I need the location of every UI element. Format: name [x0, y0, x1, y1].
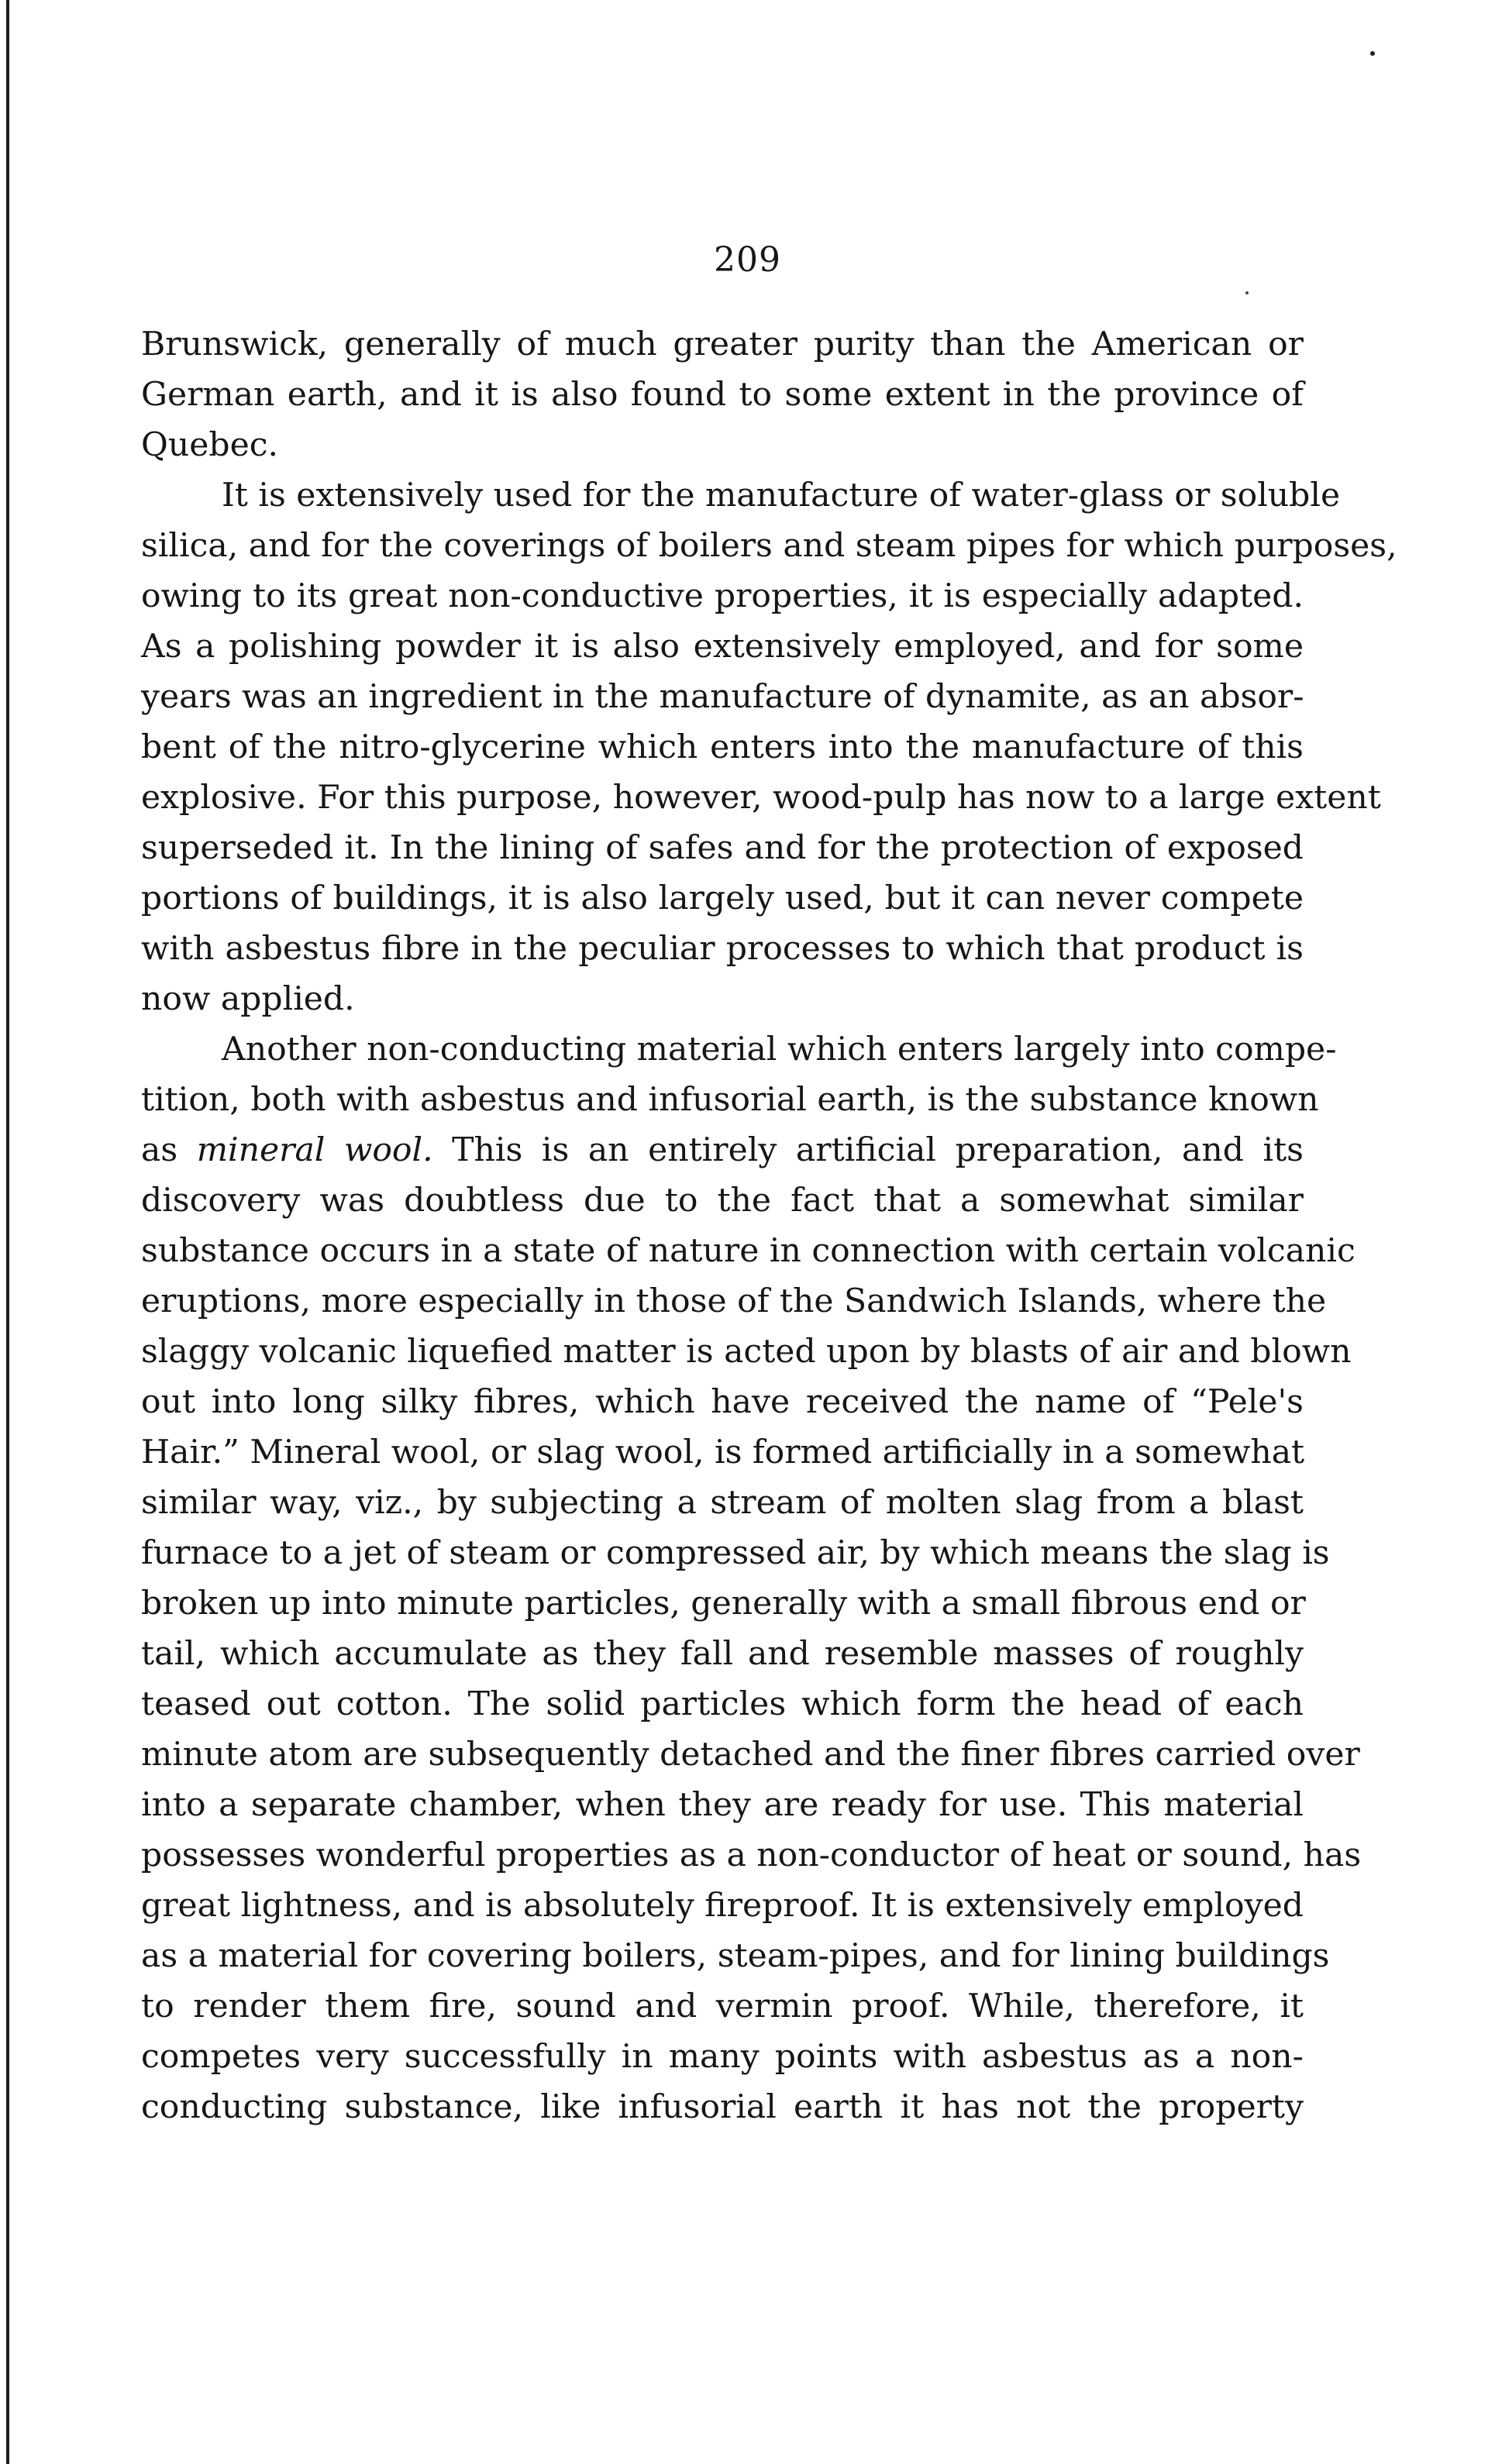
text-line: eruptions, more especially in those of the Sandwich Islands, where the — [141, 1282, 1327, 1320]
text-line: superseded it. In the lining of safes and for the protection of exposed — [141, 829, 1304, 867]
text-line: explosive. For this purpose, however, wood-pulp has now to a large extent — [141, 779, 1381, 817]
italic-term-mineral-wool: mineral wool. — [196, 1131, 433, 1169]
text-line: minute atom are subsequently detached and the finer fibres carried over — [141, 1736, 1360, 1774]
text-line: great lightness, and is absolutely fireproof. It is extensively employed — [141, 1887, 1304, 1925]
text-line: into a separate chamber, when they are ready for use. This material — [141, 1786, 1304, 1824]
text-line: owing to its great non-conductive properties, it is especially adapted. — [141, 577, 1304, 615]
text-line: Brunswick, generally of much greater purity than the American or — [141, 325, 1304, 363]
text-line: competes very successfully in many points with asbestus as a non- — [141, 2038, 1304, 2076]
page-binding-edge — [6, 0, 9, 2464]
text-line: similar way, viz., by subjecting a stream of molten slag from a blast — [141, 1484, 1304, 1522]
text-line: bent of the nitro-glycerine which enters into the manufacture of this — [141, 728, 1304, 766]
body-text — [141, 319, 1397, 2132]
text-line: with asbestus fibre in the peculiar processes to which that product is — [141, 930, 1304, 968]
text-line: slaggy volcanic liquefied matter is acted upon by blasts of air and blown — [141, 1333, 1352, 1371]
text-line: German earth, and it is also found to some extent in the province of — [141, 376, 1304, 414]
text-line-mineral-wool — [141, 1125, 1304, 1175]
text-line: possesses wonderful properties as a non-conductor of heat or sound, has — [141, 1836, 1362, 1874]
text-line: portions of buildings, it is also largely used, but it can never compete — [141, 879, 1304, 917]
text-line: furnace to a jet of steam or compressed air, by which means the slag is — [141, 1534, 1330, 1572]
text-line: substance occurs in a state of nature in connection with certain volcanic — [141, 1232, 1355, 1270]
speck-mark — [1245, 291, 1249, 294]
text-line: Quebec. — [141, 426, 279, 464]
text-line: now applied. — [141, 980, 355, 1018]
text-line: discovery was doubtless due to the fact that a somewhat similar — [141, 1182, 1304, 1220]
text-line: As a polishing powder it is also extensively employed, and for some — [141, 628, 1304, 666]
text-line: teased out cotton. The solid particles which form the head of each — [141, 1685, 1304, 1723]
text-line: to render them fire, sound and vermin proof. While, therefore, it — [141, 1987, 1304, 2025]
text-line: broken up into minute particles, generally with a small fibrous end or — [141, 1585, 1306, 1623]
speck-mark — [1370, 51, 1375, 56]
text-line: as a material for covering boilers, steam-pipes, and for lining buildings — [141, 1937, 1330, 1975]
text-line: tition, both with asbestus and infusorial earth, is the substance known — [141, 1081, 1319, 1119]
text-line: conducting substance, like infusorial earth it has not the property — [141, 2088, 1304, 2126]
inline-text: This is an entirely artificial preparation, and its — [452, 1131, 1304, 1169]
text-line: Hair.” Mineral wool, or slag wool, is formed artificially in a somewhat — [141, 1433, 1305, 1471]
text-line: tail, which accumulate as they fall and resemble masses of roughly — [141, 1635, 1304, 1673]
text-line: silica, and for the coverings of boilers and steam pipes for which purposes, — [141, 527, 1397, 565]
page-number: 209 — [714, 240, 781, 280]
inline-text: as — [141, 1131, 178, 1169]
text-line: out into long silky fibres, which have received the name of “Pele's — [141, 1383, 1304, 1421]
text-line: years was an ingredient in the manufacture of dynamite, as an absor- — [141, 678, 1304, 716]
paragraph-start-line: It is extensively used for the manufacture of water-glass or soluble — [222, 477, 1341, 514]
paragraph-start-line: Another non-conducting material which enters largely into compe- — [222, 1031, 1337, 1069]
